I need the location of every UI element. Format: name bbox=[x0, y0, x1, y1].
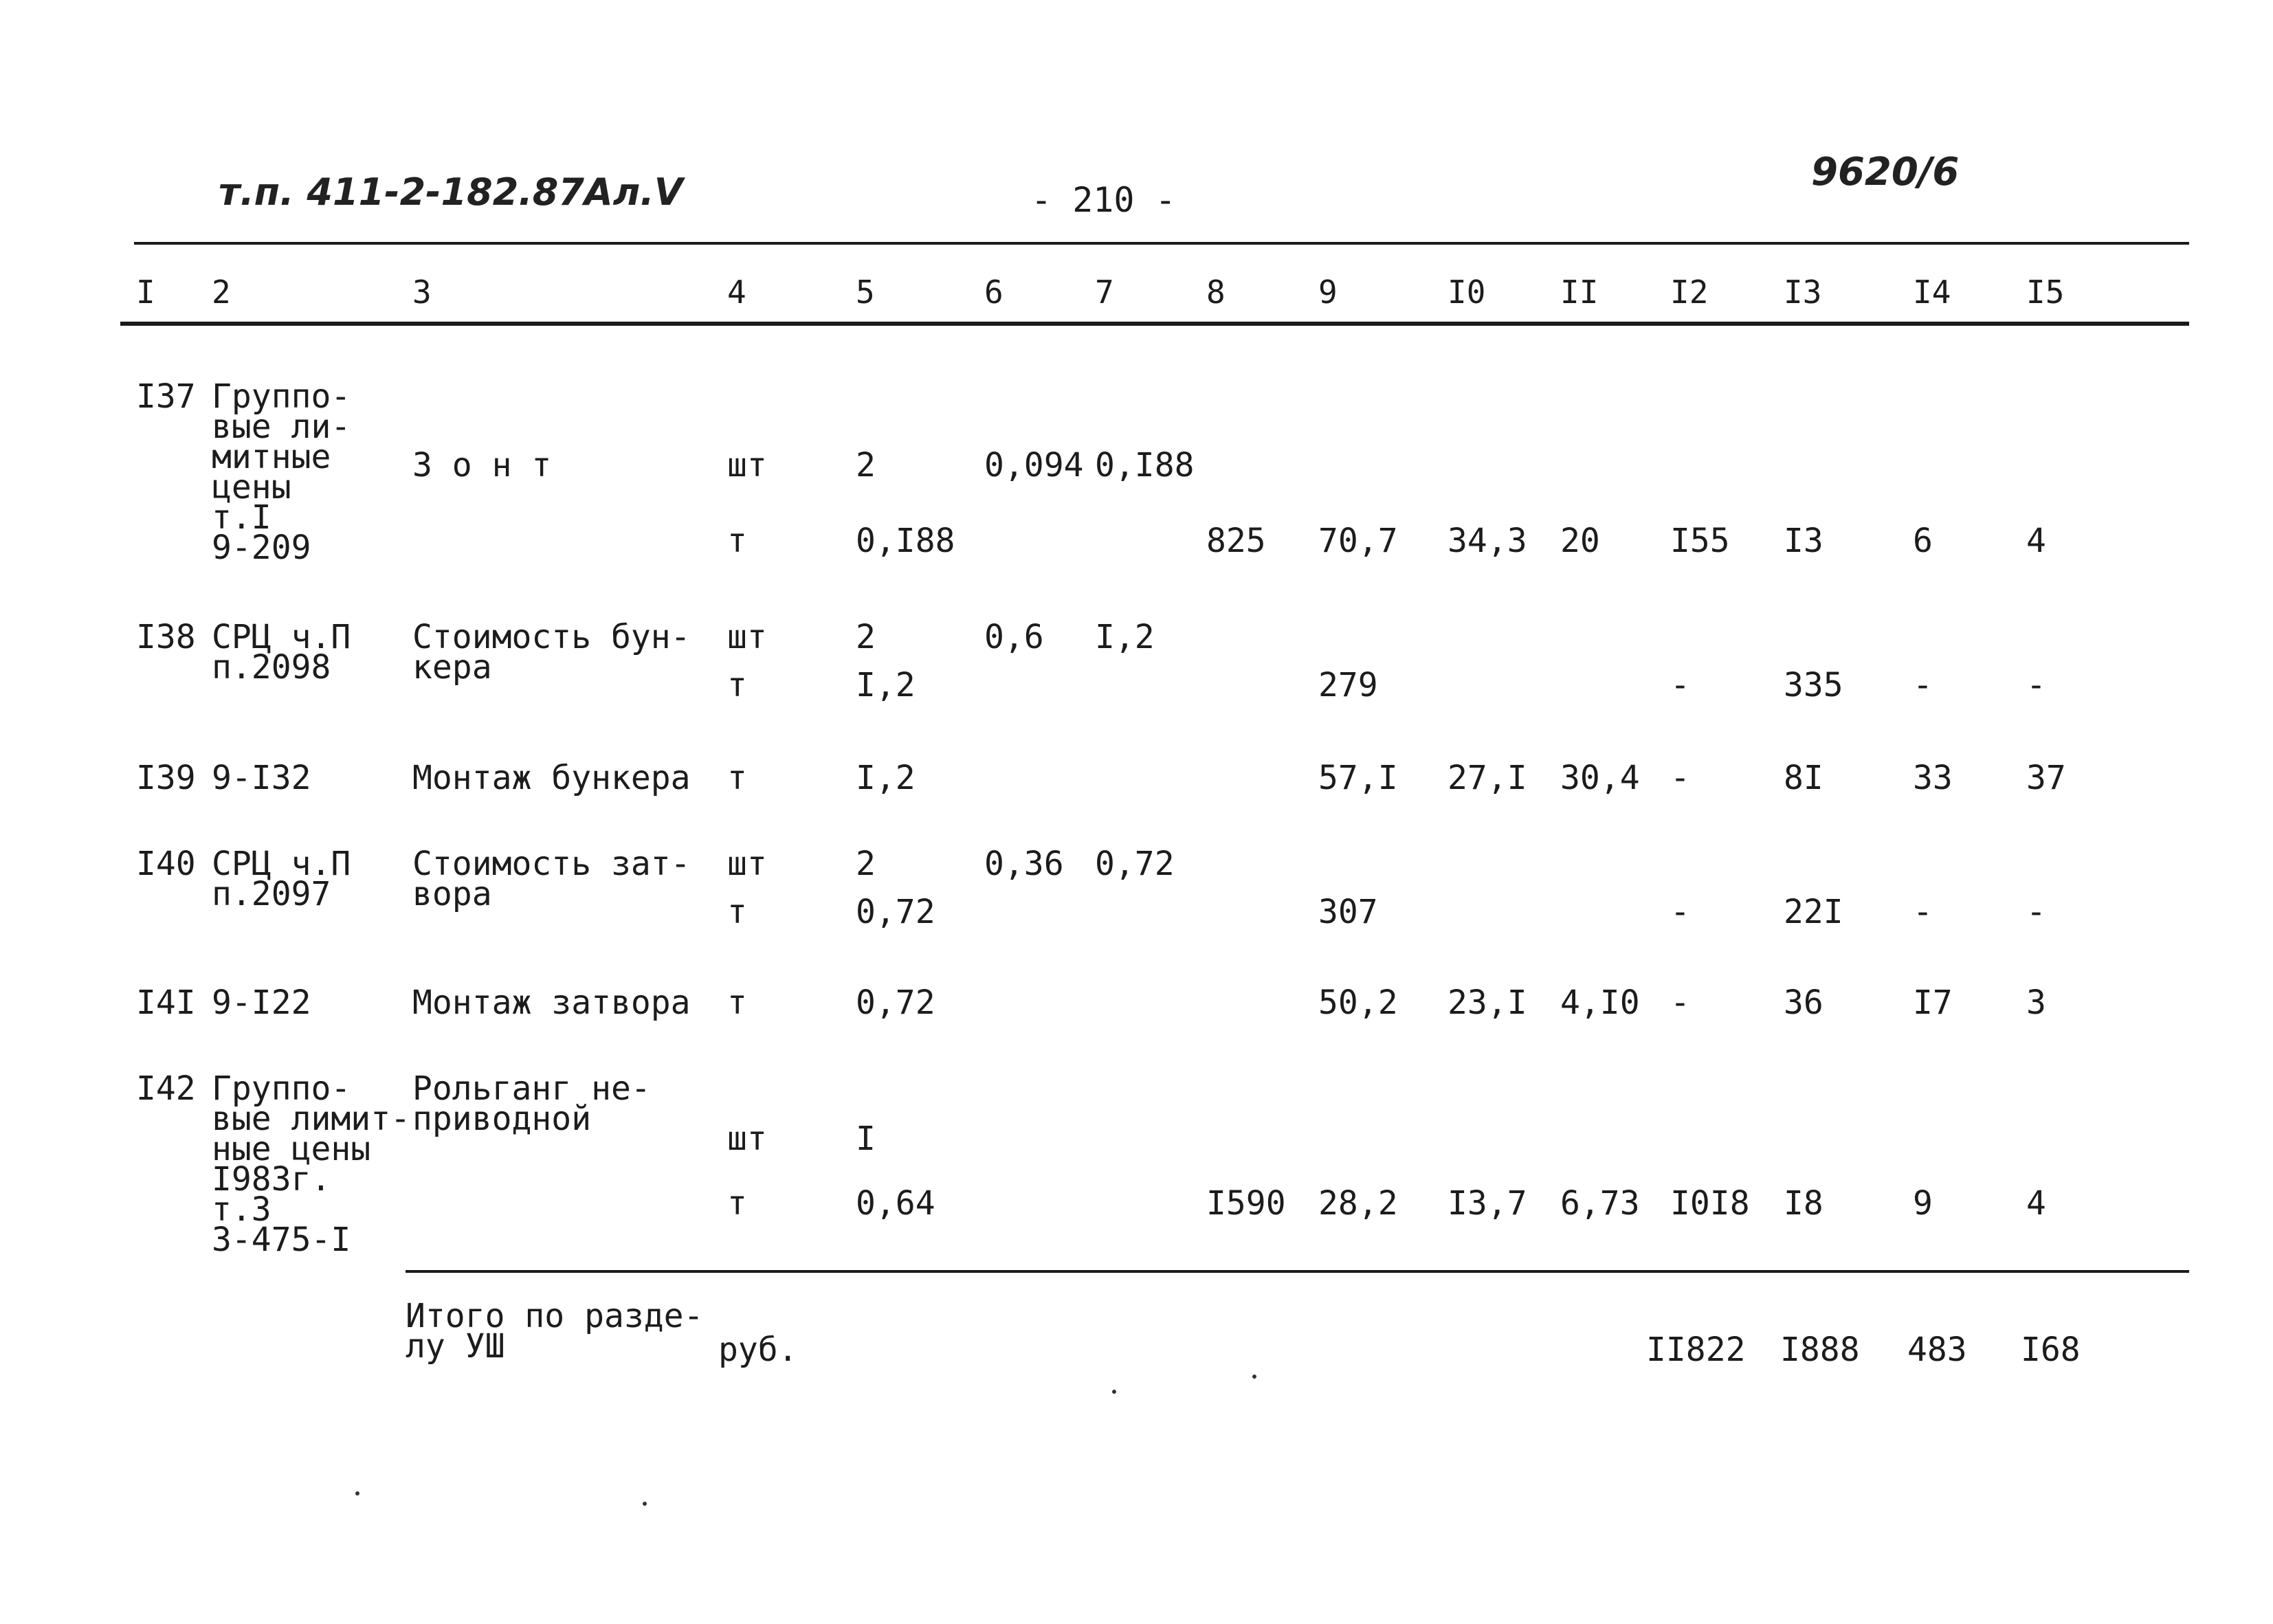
cell-c13: 22I bbox=[1784, 893, 1843, 931]
inventory-number: 9620/6 bbox=[1811, 150, 1960, 194]
column-header-2: 2 bbox=[212, 274, 231, 311]
column-header-8: 8 bbox=[1206, 274, 1226, 311]
cell-unit: т bbox=[727, 893, 747, 931]
row-number: I4I bbox=[136, 983, 196, 1022]
header-rule bbox=[120, 322, 2189, 326]
scan-speck bbox=[355, 1491, 359, 1495]
item-name: Рольганг не- приводной bbox=[412, 1069, 651, 1138]
cell-c7: 0,72 bbox=[1095, 845, 1175, 883]
cell-c5: 0,72 bbox=[856, 983, 935, 1022]
scan-speck bbox=[643, 1502, 647, 1506]
cell-c5: 2 bbox=[856, 446, 876, 485]
scan-speck bbox=[1112, 1390, 1116, 1394]
page-number: - 210 - bbox=[1031, 180, 1176, 220]
norm-code: СРЦ ч.П п.2097 bbox=[212, 845, 351, 913]
column-header-14: I4 bbox=[1913, 274, 1951, 311]
cell-c7: 0,I88 bbox=[1095, 446, 1195, 485]
cell-c9: 50,2 bbox=[1318, 983, 1398, 1022]
item-name: З о н т bbox=[412, 446, 552, 485]
cell-c14: - bbox=[1913, 666, 1933, 704]
cell-c14: I7 bbox=[1913, 983, 1953, 1022]
norm-code: 9-I22 bbox=[212, 983, 311, 1022]
column-header-11: II bbox=[1560, 274, 1599, 311]
cell-c12: I0I8 bbox=[1670, 1184, 1750, 1223]
cell-c8: I590 bbox=[1206, 1184, 1286, 1223]
cell-c12: - bbox=[1670, 759, 1690, 797]
column-header-7: 7 bbox=[1095, 274, 1114, 311]
cell-c5: 0,72 bbox=[856, 893, 935, 931]
cell-c9: 70,7 bbox=[1318, 522, 1398, 560]
cell-c13: 335 bbox=[1784, 666, 1843, 704]
column-header-13: I3 bbox=[1784, 274, 1822, 311]
cell-c12: - bbox=[1670, 983, 1690, 1022]
cell-c5: I,2 bbox=[856, 759, 916, 797]
cell-unit: т bbox=[727, 983, 747, 1022]
column-header-3: 3 bbox=[412, 274, 432, 311]
cell-c8: 825 bbox=[1206, 522, 1266, 560]
row-number: I39 bbox=[136, 759, 196, 797]
total-col-15: I68 bbox=[2021, 1331, 2081, 1369]
total-label: Итого по разде- лу УШ bbox=[406, 1297, 704, 1366]
cell-c9: 307 bbox=[1318, 893, 1378, 931]
cell-unit: шт bbox=[727, 446, 767, 485]
cell-c15: 37 bbox=[2026, 759, 2066, 797]
cell-c15: 4 bbox=[2026, 1184, 2046, 1223]
cell-c12: I55 bbox=[1670, 522, 1730, 560]
item-name: Монтаж затвора bbox=[412, 983, 691, 1022]
cell-unit: т bbox=[727, 522, 747, 560]
cell-c7: I,2 bbox=[1095, 618, 1155, 656]
cell-c15: 3 bbox=[2026, 983, 2046, 1022]
cell-unit: т bbox=[727, 759, 747, 797]
norm-code: Группо- вые лимит- ные цены I983г. т.3 3-475-I bbox=[212, 1069, 410, 1259]
cell-c5: 2 bbox=[856, 618, 876, 656]
row-number: I37 bbox=[136, 377, 196, 416]
cell-c5: I bbox=[856, 1120, 876, 1158]
cell-unit: шт bbox=[727, 618, 767, 656]
cell-c10: 23,I bbox=[1448, 983, 1527, 1022]
cell-c9: 279 bbox=[1318, 666, 1378, 704]
cell-c10: I3,7 bbox=[1448, 1184, 1527, 1223]
cell-c15: - bbox=[2026, 666, 2046, 704]
norm-code: 9-I32 bbox=[212, 759, 311, 797]
column-header-6: 6 bbox=[984, 274, 1004, 311]
cell-c9: 57,I bbox=[1318, 759, 1398, 797]
column-header-4: 4 bbox=[727, 274, 746, 311]
scan-speck bbox=[1252, 1375, 1256, 1379]
cell-c6: 0,094 bbox=[984, 446, 1084, 485]
cell-c11: 30,4 bbox=[1560, 759, 1640, 797]
cell-c14: 6 bbox=[1913, 522, 1933, 560]
cell-c6: 0,6 bbox=[984, 618, 1044, 656]
total-col-12: II822 bbox=[1646, 1331, 1746, 1369]
row-number: I38 bbox=[136, 618, 196, 656]
total-col-14: 483 bbox=[1907, 1331, 1967, 1369]
cell-unit: т bbox=[727, 666, 747, 704]
column-header-12: I2 bbox=[1670, 274, 1709, 311]
cell-c15: - bbox=[2026, 893, 2046, 931]
cell-c6: 0,36 bbox=[984, 845, 1064, 883]
total-unit: руб. bbox=[718, 1331, 798, 1369]
cell-c14: - bbox=[1913, 893, 1933, 931]
cell-c10: 27,I bbox=[1448, 759, 1527, 797]
cell-c11: 20 bbox=[1560, 522, 1600, 560]
cell-c5: 2 bbox=[856, 845, 876, 883]
cell-c9: 28,2 bbox=[1318, 1184, 1398, 1223]
cell-c11: 4,I0 bbox=[1560, 983, 1640, 1022]
cell-c5: 0,I88 bbox=[856, 522, 955, 560]
subtotal-rule bbox=[406, 1270, 2189, 1273]
cell-c12: - bbox=[1670, 666, 1690, 704]
cell-c13: 36 bbox=[1784, 983, 1823, 1022]
total-col-13: I888 bbox=[1780, 1331, 1860, 1369]
cell-c14: 9 bbox=[1913, 1184, 1933, 1223]
column-header-5: 5 bbox=[856, 274, 875, 311]
cell-c13: I8 bbox=[1784, 1184, 1823, 1223]
column-header-15: I5 bbox=[2026, 274, 2065, 311]
norm-code: Группо- вые ли- митные цены т.I 9-209 bbox=[212, 377, 351, 567]
cell-c15: 4 bbox=[2026, 522, 2046, 560]
column-header-9: 9 bbox=[1318, 274, 1338, 311]
column-header-1: I bbox=[136, 274, 155, 311]
row-number: I40 bbox=[136, 845, 196, 883]
cell-c5: I,2 bbox=[856, 666, 916, 704]
item-name: Монтаж бункера bbox=[412, 759, 691, 797]
top-rule bbox=[134, 242, 2189, 245]
cell-c10: 34,3 bbox=[1448, 522, 1527, 560]
norm-code: СРЦ ч.П п.2098 bbox=[212, 618, 351, 687]
cell-c11: 6,73 bbox=[1560, 1184, 1640, 1223]
cell-c14: 33 bbox=[1913, 759, 1953, 797]
cell-unit: т bbox=[727, 1184, 747, 1223]
row-number: I42 bbox=[136, 1069, 196, 1108]
cell-c13: I3 bbox=[1784, 522, 1823, 560]
cell-unit: шт bbox=[727, 845, 767, 883]
document-code: т.п. 411-2-182.87Ал.V bbox=[219, 170, 683, 214]
item-name: Стоимость бун- кера bbox=[412, 618, 691, 687]
cell-c5: 0,64 bbox=[856, 1184, 935, 1223]
column-header-10: I0 bbox=[1448, 274, 1486, 311]
cell-c12: - bbox=[1670, 893, 1690, 931]
item-name: Стоимость зат- вора bbox=[412, 845, 691, 913]
cell-unit: шт bbox=[727, 1120, 767, 1158]
cell-c13: 8I bbox=[1784, 759, 1823, 797]
